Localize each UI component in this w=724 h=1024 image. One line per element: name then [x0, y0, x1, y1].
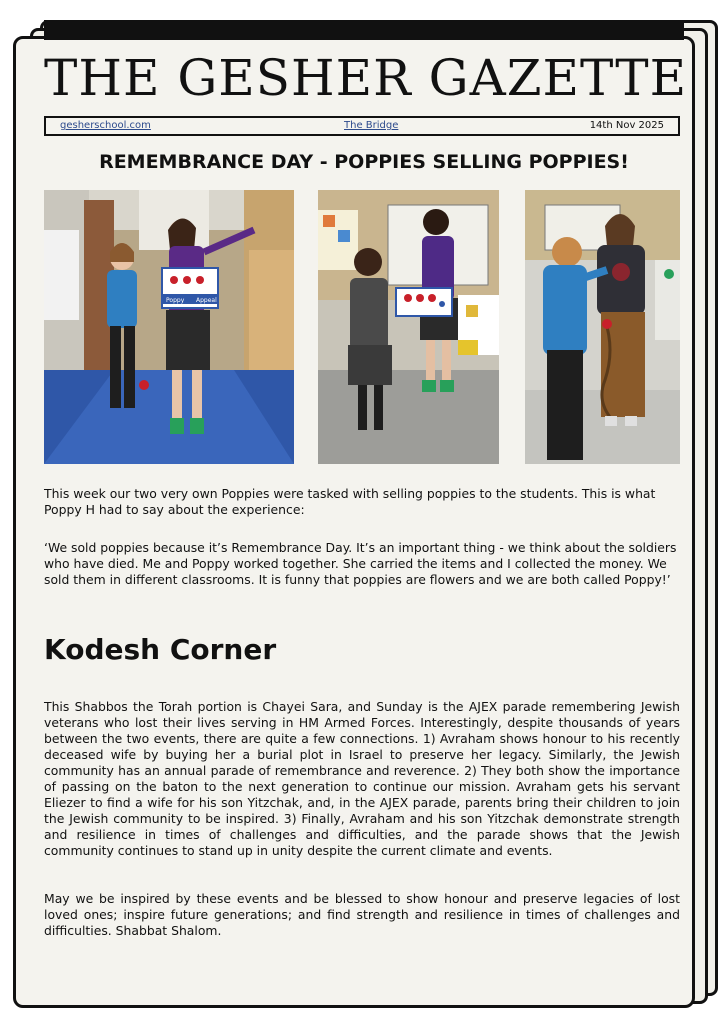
- newsletter-title: THE GESHER GAZETTE: [44, 49, 688, 107]
- section-link[interactable]: The Bridge: [344, 120, 399, 131]
- website-link[interactable]: gesherschool.com: [60, 120, 151, 131]
- article-headline: REMEMBRANCE DAY - POPPIES SELLING POPPIES!: [99, 151, 629, 173]
- article-quote: ‘We sold poppies because it’s Remembrance Day. It’s an important thing - we think about the soldiers who have died. Me and Poppy worked together. She carried the items and I collected the money. We sold them in different classrooms. It is funny that poppies are flowers and we are both called Poppy!’: [44, 540, 677, 587]
- kodesh-corner-closing: May we be inspired by these events and be blessed to show honour and preserve legacies of lost loved ones; inspire future generations; and find strength and resilience in times of challenges and difficulties. Shabbat Shalom.: [44, 891, 680, 938]
- appeal-sign-word: Appeal: [196, 297, 217, 304]
- masthead-info-bar: [44, 116, 680, 136]
- poppy-sign-word: Poppy: [166, 297, 185, 304]
- photo-pinning-poppy: [525, 190, 680, 464]
- newsletter-page: [13, 36, 695, 1008]
- masthead-top-bar: [44, 20, 684, 40]
- photo-corridor-poppy-sellers: [44, 190, 294, 464]
- kodesh-corner-title: Kodesh Corner: [44, 633, 277, 666]
- issue-date: 14th Nov 2025: [589, 120, 664, 131]
- photo-classroom-poppy-tray: [318, 190, 499, 464]
- kodesh-corner-body: This Shabbos the Torah portion is Chayei Sara, and Sunday is the AJEX parade remembering Jewish veterans who lost their lives serving in HM Armed Forces. Interestingly, despite thousands of years between the two events, there are quite a few connections. 1) Avraham shows honour to his recently deceased wife by buying her a burial plot in Israel to preserve her legacy. Similarly, the Jewish community has an annual parade of remembrance and reverence. 2) They both show the importance of passing on the baton to the next generation to continue our mission. Avraham gets his servant Eliezer to find a wife for his son Yitzchak, and, in the AJEX parade, parents bring their children to join the Jewish community to be inspired. 3) Finally, Avraham and his son Yitzchak demonstrate strength and resilience in times of challenges and difficulties, and the parade shows that the Jewish community continues to stand up in unity despite the current climate and events.: [44, 699, 680, 858]
- article-intro: This week our two very own Poppies were tasked with selling poppies to the students. This is what Poppy H had to say about the experience:: [44, 486, 656, 517]
